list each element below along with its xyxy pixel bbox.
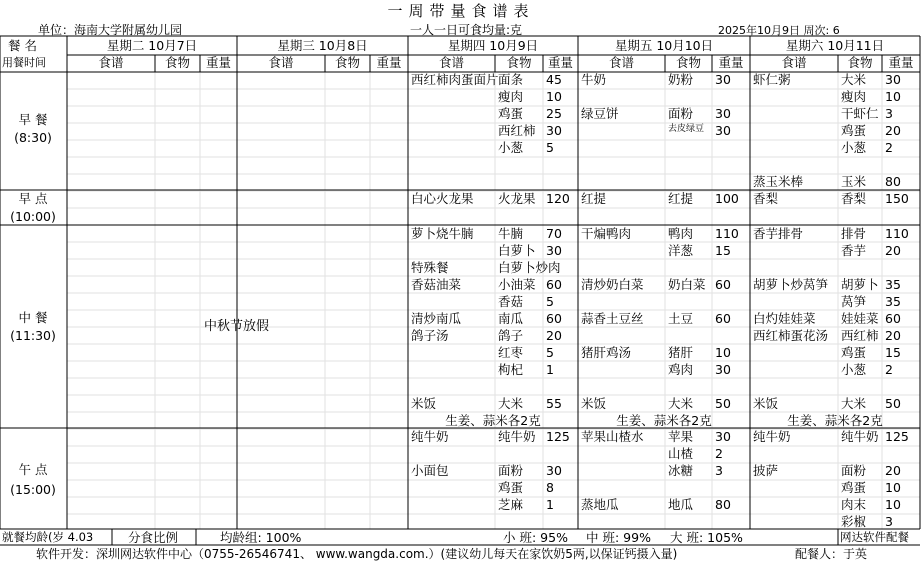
recipe-name: 米饭 bbox=[753, 396, 779, 411]
recipe-name: 红提 bbox=[581, 191, 607, 206]
day-header: 星期六 10月11日 bbox=[785, 38, 885, 53]
food-weight: 80 bbox=[885, 174, 901, 189]
food-weight: 15 bbox=[885, 345, 901, 360]
recipe-name: 特殊餐 bbox=[411, 260, 449, 275]
food-weight: 30 bbox=[715, 429, 731, 444]
sub-header-food: 食物 bbox=[334, 55, 361, 70]
food-weight: 10 bbox=[715, 345, 731, 360]
recipe-name: 纯牛奶 bbox=[753, 429, 791, 444]
food-weight: 150 bbox=[885, 191, 909, 206]
food-weight: 125 bbox=[885, 429, 909, 444]
food-name: 白萝卜 bbox=[498, 243, 536, 258]
food-name: 红提 bbox=[668, 191, 694, 206]
middle-class-label: 中 班: 99% bbox=[586, 530, 651, 545]
meal-name: 早 点 bbox=[18, 191, 48, 206]
day-header: 星期五 10月10日 bbox=[614, 38, 714, 53]
food-name: 鸡蛋 bbox=[498, 480, 524, 495]
food-name: 娃娃菜 bbox=[841, 311, 879, 326]
recipe-name: 牛奶 bbox=[581, 72, 607, 87]
food-weight: 1 bbox=[546, 497, 554, 512]
food-name: 面粉 bbox=[498, 463, 524, 478]
food-weight: 70 bbox=[546, 226, 562, 241]
food-name: 山楂 bbox=[668, 446, 694, 461]
food-weight: 10 bbox=[885, 497, 901, 512]
sub-header-recipe: 食谱 bbox=[268, 55, 294, 70]
recipe-name: 胡萝卜炒莴笋 bbox=[753, 277, 829, 292]
sub-header-recipe: 食谱 bbox=[781, 55, 807, 70]
meal-name: 中 餐 bbox=[18, 310, 48, 325]
food-weight: 2 bbox=[885, 362, 893, 377]
food-name: 排骨 bbox=[841, 226, 867, 241]
meal-ratio-label: 分食比例 bbox=[128, 530, 179, 545]
food-name: 鸽子 bbox=[498, 328, 524, 343]
food-name: 鸡蛋 bbox=[498, 106, 524, 121]
food-name: 火龙果 bbox=[498, 191, 536, 206]
food-weight: 30 bbox=[715, 72, 731, 87]
sub-header-weight: 重量 bbox=[205, 55, 232, 70]
sub-header-weight: 重量 bbox=[376, 55, 402, 70]
food-weight: 110 bbox=[885, 226, 909, 241]
food-weight: 20 bbox=[885, 463, 901, 478]
sub-header-recipe: 食谱 bbox=[438, 55, 465, 70]
recipe-name: 萝卜烧牛腩 bbox=[411, 226, 474, 241]
food-weight: 110 bbox=[715, 226, 739, 241]
food-weight: 55 bbox=[546, 396, 562, 411]
food-weight: 35 bbox=[885, 277, 901, 292]
day-header: 星期二 10月7日 bbox=[106, 38, 198, 53]
food-weight: 3 bbox=[885, 514, 893, 529]
food-weight: 8 bbox=[546, 480, 554, 495]
food-name: 小葱 bbox=[841, 140, 867, 155]
food-weight: 125 bbox=[546, 429, 570, 444]
food-name: 小葱 bbox=[498, 140, 524, 155]
per-person-label: 一人一日可食均量:克 bbox=[410, 23, 523, 37]
food-name: 胡萝卜 bbox=[841, 277, 879, 292]
food-weight: 30 bbox=[885, 72, 901, 87]
food-weight: 120 bbox=[546, 191, 570, 206]
recipe-name: 虾仁粥 bbox=[753, 72, 791, 87]
food-name: 鸡蛋 bbox=[841, 480, 867, 495]
food-name: 大米 bbox=[498, 396, 524, 411]
recipe-name: 鸽子汤 bbox=[411, 328, 449, 343]
recipe-name: 米饭 bbox=[411, 396, 437, 411]
food-name: 牛腩 bbox=[498, 226, 524, 241]
food-weight: 20 bbox=[546, 328, 562, 343]
recipe-name: 蒸地瓜 bbox=[581, 497, 619, 512]
day-header: 星期三 10月8日 bbox=[277, 38, 368, 53]
sub-header-weight: 重量 bbox=[547, 55, 574, 70]
food-weight: 45 bbox=[546, 72, 562, 87]
food-weight: 25 bbox=[546, 106, 562, 121]
meal-name-header: 餐 名 bbox=[8, 38, 37, 53]
food-name: 纯牛奶 bbox=[498, 429, 536, 444]
recipe-name: 清炒南瓜 bbox=[411, 311, 462, 326]
food-name: 南瓜 bbox=[498, 311, 524, 326]
food-name: 大米 bbox=[668, 396, 694, 411]
food-name: 鸡蛋 bbox=[841, 123, 867, 138]
recipe-name: 小面包 bbox=[411, 463, 449, 478]
food-weight: 2 bbox=[885, 140, 893, 155]
seasoning-note: 生姜、蒜米各2克 bbox=[787, 413, 883, 428]
food-weight: 20 bbox=[885, 328, 901, 343]
food-name: 瘦肉 bbox=[498, 89, 524, 104]
food-weight: 5 bbox=[546, 294, 554, 309]
food-name: 莴笋 bbox=[841, 294, 867, 309]
food-weight: 50 bbox=[885, 396, 901, 411]
food-name: 香芋 bbox=[841, 243, 867, 258]
food-name: 小葱 bbox=[841, 362, 867, 377]
meal-name: 早 餐 bbox=[18, 112, 48, 127]
unit-label: 单位：海南大学附属幼儿园 bbox=[38, 23, 183, 37]
food-weight: 30 bbox=[715, 106, 731, 121]
meal-time: (15:00) bbox=[10, 482, 56, 497]
date-week-label: 2025年10月9日 周次: 6 bbox=[718, 24, 840, 37]
food-weight: 5 bbox=[546, 140, 554, 155]
seasoning-note: 生姜、蒜米各2克 bbox=[445, 413, 541, 428]
recipe-name: 干煸鸭肉 bbox=[581, 226, 632, 241]
preparer-label: 配餐人：于英 bbox=[795, 547, 868, 561]
food-name: 玉米 bbox=[841, 174, 867, 189]
food-name: 大米 bbox=[841, 396, 867, 411]
brand-label: 网达软件配餐 bbox=[840, 530, 909, 544]
food-name: 红枣 bbox=[498, 345, 524, 360]
seasoning-note: 生姜、蒜米各2克 bbox=[616, 413, 712, 428]
food-weight: 30 bbox=[715, 123, 731, 138]
meal-time: (8:30) bbox=[14, 130, 52, 145]
food-weight: 10 bbox=[546, 89, 562, 104]
food-weight: 30 bbox=[546, 123, 562, 138]
avg-age-label: 就餐均龄(岁 4.03 bbox=[2, 530, 94, 544]
recipe-name: 蒸玉米棒 bbox=[753, 174, 804, 189]
food-weight: 30 bbox=[715, 362, 731, 377]
food-name: 洋葱 bbox=[668, 243, 694, 258]
sub-header-recipe: 食谱 bbox=[98, 55, 124, 70]
food-name: 面粉 bbox=[841, 463, 867, 478]
recipe-name: 香梨 bbox=[753, 191, 779, 206]
food-weight: 60 bbox=[715, 311, 731, 326]
developer-note: 软件开发：深圳网达软件中心（0755-26546741、 www.wangda.com.）(建议幼儿每天在家饮奶5两,以保证钙摄入量) bbox=[36, 547, 678, 561]
sub-header-food: 食物 bbox=[506, 55, 532, 70]
food-name: 猪肝 bbox=[668, 345, 694, 360]
food-name: 冰糖 bbox=[668, 463, 694, 478]
food-name: 地瓜 bbox=[668, 497, 694, 512]
food-name: 鸡蛋 bbox=[841, 345, 867, 360]
food-weight: 35 bbox=[885, 294, 901, 309]
recipe-name: 蒜香土豆丝 bbox=[581, 311, 644, 326]
food-weight: 10 bbox=[885, 480, 901, 495]
day-header: 星期四 10月9日 bbox=[447, 38, 539, 53]
food-weight: 80 bbox=[715, 497, 731, 512]
food-weight: 20 bbox=[885, 243, 901, 258]
food-weight: 1 bbox=[546, 362, 554, 377]
food-name: 肉末 bbox=[841, 497, 867, 512]
food-name: 奶粉 bbox=[668, 72, 694, 87]
food-weight: 60 bbox=[885, 311, 901, 326]
page-title: 一周带量食谱表 bbox=[387, 2, 535, 20]
meal-time: (10:00) bbox=[10, 209, 56, 224]
food-weight: 5 bbox=[546, 345, 554, 360]
recipe-name: 西红柿肉蛋面片 bbox=[411, 72, 499, 87]
food-name: 小油菜 bbox=[498, 277, 536, 292]
recipe-name: 米饭 bbox=[581, 396, 607, 411]
recipe-name: 香芋排骨 bbox=[753, 226, 804, 241]
food-name: 鸭肉 bbox=[668, 226, 694, 241]
recipe-name: 白灼娃娃菜 bbox=[753, 311, 816, 326]
food-weight: 3 bbox=[715, 463, 723, 478]
food-name: 白萝卜炒肉 bbox=[498, 260, 561, 275]
meal-name: 午 点 bbox=[18, 462, 48, 477]
food-weight: 50 bbox=[715, 396, 731, 411]
food-name: 香菇 bbox=[498, 294, 524, 309]
recipe-name: 白心火龙果 bbox=[411, 191, 474, 206]
food-weight: 100 bbox=[715, 191, 739, 206]
food-name: 西红柿 bbox=[841, 328, 879, 343]
recipe-name: 纯牛奶 bbox=[411, 429, 449, 444]
recipe-name: 苹果山楂水 bbox=[581, 429, 644, 444]
food-name: 彩椒 bbox=[841, 514, 867, 529]
food-weight: 2 bbox=[715, 446, 723, 461]
meal-time: (11:30) bbox=[10, 328, 56, 343]
sub-header-weight: 重量 bbox=[718, 55, 744, 70]
recipe-name: 清炒奶白菜 bbox=[581, 277, 644, 292]
food-weight: 30 bbox=[546, 463, 562, 478]
food-weight: 60 bbox=[546, 311, 562, 326]
sub-header-recipe: 食谱 bbox=[608, 55, 635, 70]
small-class-label: 小 班: 95% bbox=[503, 530, 568, 545]
food-name: 鸡肉 bbox=[668, 362, 694, 377]
food-name: 西红柿 bbox=[498, 123, 536, 138]
sub-header-food: 食物 bbox=[164, 55, 191, 70]
sub-header-food: 食物 bbox=[675, 55, 702, 70]
recipe-name: 绿豆饼 bbox=[581, 106, 619, 121]
food-name: 香梨 bbox=[841, 191, 867, 206]
food-name: 芝麻 bbox=[498, 497, 524, 512]
food-name: 土豆 bbox=[668, 311, 694, 326]
food-weight: 20 bbox=[885, 123, 901, 138]
sub-header-weight: 重量 bbox=[888, 55, 914, 70]
holiday-label: 中秋节放假 bbox=[204, 319, 270, 334]
food-name: 苹果 bbox=[668, 429, 694, 444]
food-name: 面条 bbox=[498, 72, 524, 87]
recipe-name: 西红柿蛋花汤 bbox=[753, 328, 829, 343]
recipe-name: 披萨 bbox=[753, 463, 779, 478]
food-weight: 60 bbox=[546, 277, 562, 292]
food-weight: 15 bbox=[715, 243, 731, 258]
sub-header-food: 食物 bbox=[847, 55, 873, 70]
food-weight: 60 bbox=[715, 277, 731, 292]
food-name: 瘦肉 bbox=[841, 89, 867, 104]
recipe-name: 香菇油菜 bbox=[411, 277, 462, 292]
big-class-label: 大 班: 105% bbox=[670, 530, 743, 545]
food-name: 干虾仁 bbox=[841, 106, 879, 121]
recipe-name: 猪肝鸡汤 bbox=[581, 345, 632, 360]
food-weight: 3 bbox=[885, 106, 893, 121]
age-group-label: 均龄组: 100% bbox=[220, 530, 302, 545]
food-weight: 10 bbox=[885, 89, 901, 104]
food-name: 面粉 bbox=[668, 106, 694, 121]
food-name: 奶白菜 bbox=[668, 277, 706, 292]
meal-time-header: 用餐时间 bbox=[2, 56, 46, 69]
food-name: 去皮绿豆 bbox=[668, 124, 705, 134]
food-name: 大米 bbox=[841, 72, 867, 87]
food-weight: 30 bbox=[546, 243, 562, 258]
food-name: 枸杞 bbox=[498, 362, 524, 377]
food-name: 纯牛奶 bbox=[841, 429, 879, 444]
